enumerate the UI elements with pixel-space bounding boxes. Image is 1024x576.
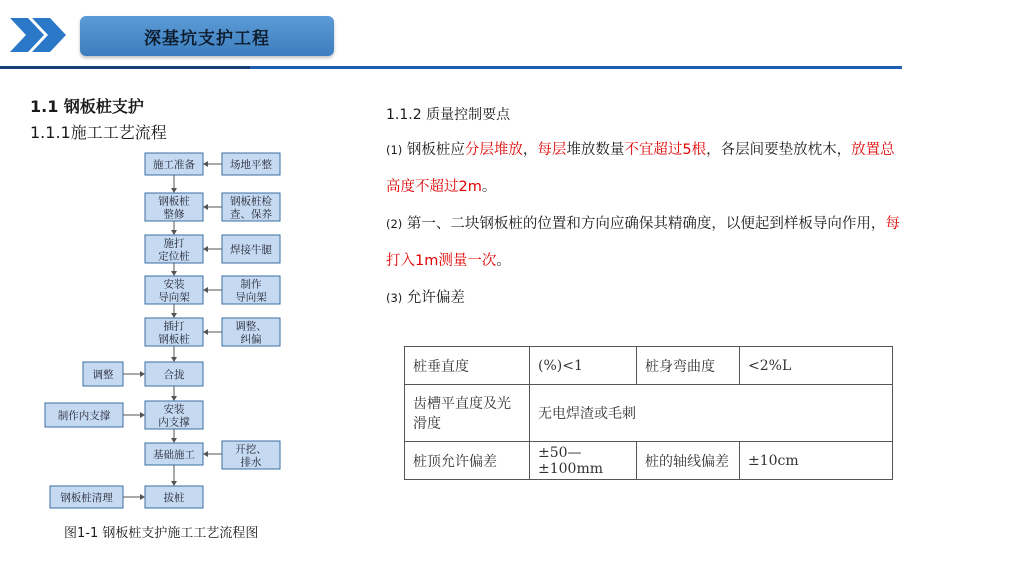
flow-label: 拔桩 [163,492,185,504]
flow-side-step [50,486,123,508]
table-cell: 齿槽平直度及光滑度 [405,385,530,442]
flow-label: 焊接牛腿 [230,244,272,256]
flow-label: 钢板桩检 [230,195,272,208]
highlight-text: 分层堆放 [464,142,523,158]
quality-point-1: (1) 钢板桩应分层堆放，每层堆放数量不宜超过5根，各层间要垫放枕木，放置总高度不超过2m。 [386,142,895,195]
flow-label: 钢板桩 [158,195,190,208]
flow-label: 钢板桩清理 [60,492,113,504]
flow-label: 排水 [240,456,262,469]
table-cell: ±50—±100mm [530,442,637,480]
flow-side-step [83,362,123,386]
table-row [405,347,893,385]
header-divider-accent [0,66,250,69]
point-number: (1) [386,143,403,157]
flow-label: 安装 [163,403,185,416]
highlight-text: 每打入1m测量一次 [386,216,900,269]
flow-step [145,362,203,386]
flow-label: 施打 [163,237,185,250]
flow-step [145,401,203,429]
flow-label: 基础施工 [153,449,195,461]
flow-label: 整修 [163,208,185,221]
section-subheading: 1.1.1施工工艺流程 [30,123,167,142]
flow-label: 合拢 [163,369,185,381]
table-cell: 桩身弯曲度 [637,347,740,385]
flow-label: 插打 [163,320,185,333]
flow-side-step [222,276,280,304]
flow-step [145,193,203,221]
flow-label: 施工准备 [153,159,195,171]
page-title-banner [80,16,334,56]
figure-caption: 图1-1 钢板桩支护施工工艺流程图 [64,526,259,541]
quality-point-3: (3) 允许偏差 [386,290,465,306]
flow-step [145,443,203,465]
table-cell: (%)<1 [530,347,637,385]
page-title: 深基坑支护工程 [144,28,270,49]
process-flowchart [40,148,300,518]
table-cell: 桩顶允许偏差 [405,442,530,480]
flow-label: 钢板桩 [158,333,190,346]
flow-step [145,153,203,175]
chevron-logo-icon [8,16,78,54]
flow-step [145,235,203,263]
flow-step [145,486,203,508]
flow-step [145,276,203,304]
table-row [405,442,893,480]
point-number: (3) [386,291,403,305]
flow-label: 查、保养 [230,208,272,221]
highlight-text: 每层 [537,142,567,158]
flow-label: 制作内支撑 [57,410,111,422]
point-number: (2) [386,217,403,231]
table-cell: ±10cm [740,442,893,480]
quality-heading: 1.1.2 质量控制要点 [386,107,511,123]
flow-label: 定位桩 [158,250,190,263]
flow-label: 导向架 [158,291,190,304]
flow-label: 内支撑 [158,416,190,429]
flow-side-step [222,193,280,221]
flow-side-step [222,235,280,263]
flow-side-step [45,403,123,427]
flow-label: 调整 [92,369,114,381]
quality-point-2: (2) 第一、二块钢板桩的位置和方向应确保其精确度，以便起到样板导向作用，每打入1m测量一次。 [386,216,900,269]
table-row [405,385,893,442]
flow-label: 调整、 [235,320,267,333]
flow-step [145,318,203,346]
table-cell: <2%L [740,347,893,385]
flow-label: 安装 [163,278,185,291]
table-cell: 桩垂直度 [405,347,530,385]
flow-label: 场地平整 [230,159,272,171]
table-cell: 无电焊渣或毛刺 [530,385,893,442]
table-cell: 桩的轴线偏差 [637,442,740,480]
flow-label: 制作 [240,278,262,291]
flow-label: 纠偏 [240,333,262,346]
flow-label: 开挖、 [235,443,267,456]
flow-side-step [222,153,280,175]
highlight-text: 不宜超过5根 [624,142,707,158]
flow-label: 导向架 [235,291,267,304]
highlight-text: 放置总高度不超过2m [386,142,895,195]
flow-side-step [222,441,280,469]
section-heading: 1.1 钢板桩支护 [30,97,144,116]
tolerance-table [404,346,893,480]
flow-side-step [222,318,280,346]
